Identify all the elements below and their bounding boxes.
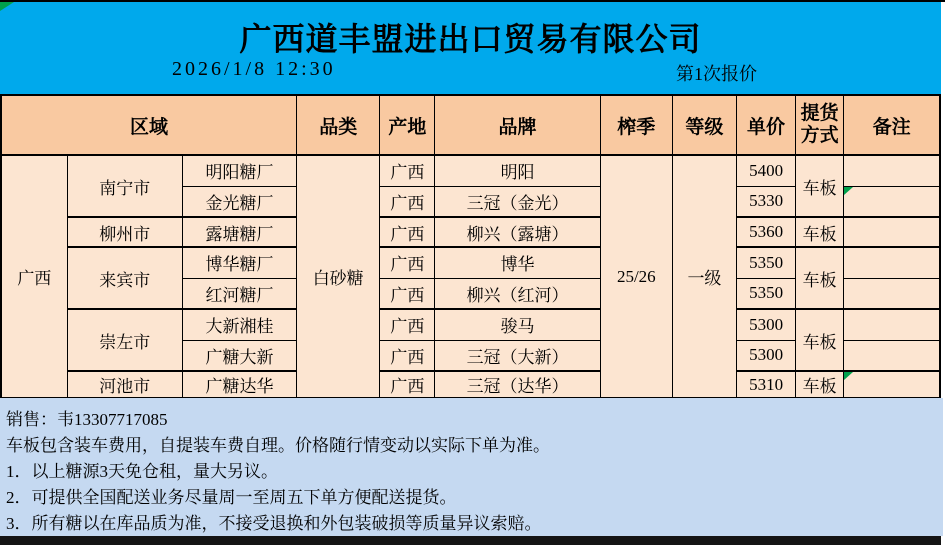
- cell-price[interactable]: 5400: [737, 155, 796, 186]
- header-origin[interactable]: 产地: [380, 95, 435, 155]
- bottom-bar: [0, 536, 941, 545]
- header-pickup[interactable]: 提货方式: [796, 95, 844, 155]
- cell-remark[interactable]: [844, 217, 940, 247]
- quote-datetime[interactable]: 2026/1/8 12:30: [172, 58, 336, 80]
- cell-origin[interactable]: 广西: [380, 247, 435, 278]
- cell-grade[interactable]: 一级: [672, 155, 736, 398]
- cell-pickup[interactable]: 车板: [796, 155, 844, 217]
- sales-contact-line[interactable]: 销售：韦13307717085: [6, 410, 168, 429]
- cell-origin[interactable]: 广西: [380, 278, 435, 309]
- cell-price[interactable]: 5310: [737, 371, 796, 398]
- cell-remark[interactable]: [844, 340, 940, 371]
- notes-footer: [0, 398, 943, 536]
- note-line-2[interactable]: 2．可提供全国配送业务尽量周一至周五下单方便配送提货。: [6, 488, 457, 507]
- terms-line[interactable]: 车板包含装车费用，自提装车费自理。价格随行情变动以实际下单为准。: [6, 436, 550, 455]
- cell-remark[interactable]: [844, 247, 940, 278]
- table-row: [1, 247, 940, 278]
- corner-marker-icon: [0, 2, 14, 11]
- cell-factory[interactable]: 广糖达华: [182, 371, 296, 398]
- cell-region[interactable]: 广西: [1, 155, 67, 398]
- cell-brand[interactable]: 柳兴（露塘）: [435, 217, 600, 247]
- cell-price[interactable]: 5350: [737, 278, 796, 309]
- cell-price[interactable]: 5300: [737, 309, 796, 340]
- cell-origin[interactable]: 广西: [380, 155, 435, 186]
- table-row: [1, 309, 940, 340]
- cell-brand[interactable]: 明阳: [435, 155, 600, 186]
- cell-factory[interactable]: 明阳糖厂: [182, 155, 296, 186]
- cell-price[interactable]: 5350: [737, 247, 796, 278]
- cell-city[interactable]: 柳州市: [67, 217, 182, 247]
- cell-price[interactable]: 5300: [737, 340, 796, 371]
- header-price[interactable]: 单价: [737, 95, 796, 155]
- cell-brand[interactable]: 博华: [435, 247, 600, 278]
- comment-marker-icon: [844, 372, 853, 380]
- table-row: [1, 371, 940, 398]
- cell-origin[interactable]: 广西: [380, 309, 435, 340]
- cell-remark[interactable]: [844, 309, 940, 340]
- cell-origin[interactable]: 广西: [380, 340, 435, 371]
- cell-factory[interactable]: 博华糖厂: [182, 247, 296, 278]
- cell-city[interactable]: 来宾市: [67, 247, 182, 309]
- cell-brand[interactable]: 三冠（大新）: [435, 340, 600, 371]
- title-banner: [0, 2, 941, 94]
- cell-brand[interactable]: 三冠（金光）: [435, 186, 600, 217]
- cell-factory[interactable]: 广糖大新: [182, 340, 296, 371]
- cell-brand[interactable]: 骏马: [435, 309, 600, 340]
- cell-price[interactable]: 5330: [737, 186, 796, 217]
- header-season[interactable]: 榨季: [600, 95, 672, 155]
- cell-brand[interactable]: 三冠（达华）: [435, 371, 600, 398]
- cell-remark[interactable]: [844, 186, 940, 217]
- cell-origin[interactable]: 广西: [380, 217, 435, 247]
- header-category[interactable]: 品类: [297, 95, 380, 155]
- header-grade[interactable]: 等级: [672, 95, 736, 155]
- header-brand[interactable]: 品牌: [435, 95, 600, 155]
- cell-city[interactable]: 河池市: [67, 371, 182, 398]
- cell-city[interactable]: 崇左市: [67, 309, 182, 371]
- company-title: 广西道丰盟进出口贸易有限公司: [239, 21, 702, 57]
- cell-origin[interactable]: 广西: [380, 371, 435, 398]
- cell-pickup[interactable]: 车板: [796, 247, 844, 309]
- cell-origin[interactable]: 广西: [380, 186, 435, 217]
- comment-marker-icon: [844, 187, 853, 195]
- cell-pickup[interactable]: 车板: [796, 217, 844, 247]
- cell-factory[interactable]: 金光糖厂: [182, 186, 296, 217]
- cell-city[interactable]: 南宁市: [67, 155, 182, 217]
- cell-category[interactable]: 白砂糖: [297, 155, 380, 398]
- cell-season[interactable]: 25/26: [600, 155, 672, 398]
- cell-factory[interactable]: 大新湘桂: [182, 309, 296, 340]
- cell-remark[interactable]: [844, 278, 940, 309]
- table-row: [1, 155, 940, 186]
- quote-number[interactable]: 第1次报价: [676, 64, 757, 84]
- header-remark[interactable]: 备注: [844, 95, 940, 155]
- cell-factory[interactable]: 红河糖厂: [182, 278, 296, 309]
- price-table: [0, 94, 941, 399]
- header-region[interactable]: 区域: [1, 95, 297, 155]
- cell-brand[interactable]: 柳兴（红河）: [435, 278, 600, 309]
- table-row: [1, 217, 940, 247]
- cell-remark[interactable]: [844, 371, 940, 398]
- cell-pickup[interactable]: 车板: [796, 309, 844, 371]
- cell-price[interactable]: 5360: [737, 217, 796, 247]
- cell-remark[interactable]: [844, 155, 940, 186]
- cell-pickup[interactable]: 车板: [796, 371, 844, 398]
- note-line-3[interactable]: 3．所有糖以在库品质为准，不接受退换和外包装破损等质量异议索赔。: [6, 514, 542, 533]
- note-line-1[interactable]: 1．以上糖源3天免仓租，量大另议。: [6, 462, 278, 481]
- cell-factory[interactable]: 露塘糖厂: [182, 217, 296, 247]
